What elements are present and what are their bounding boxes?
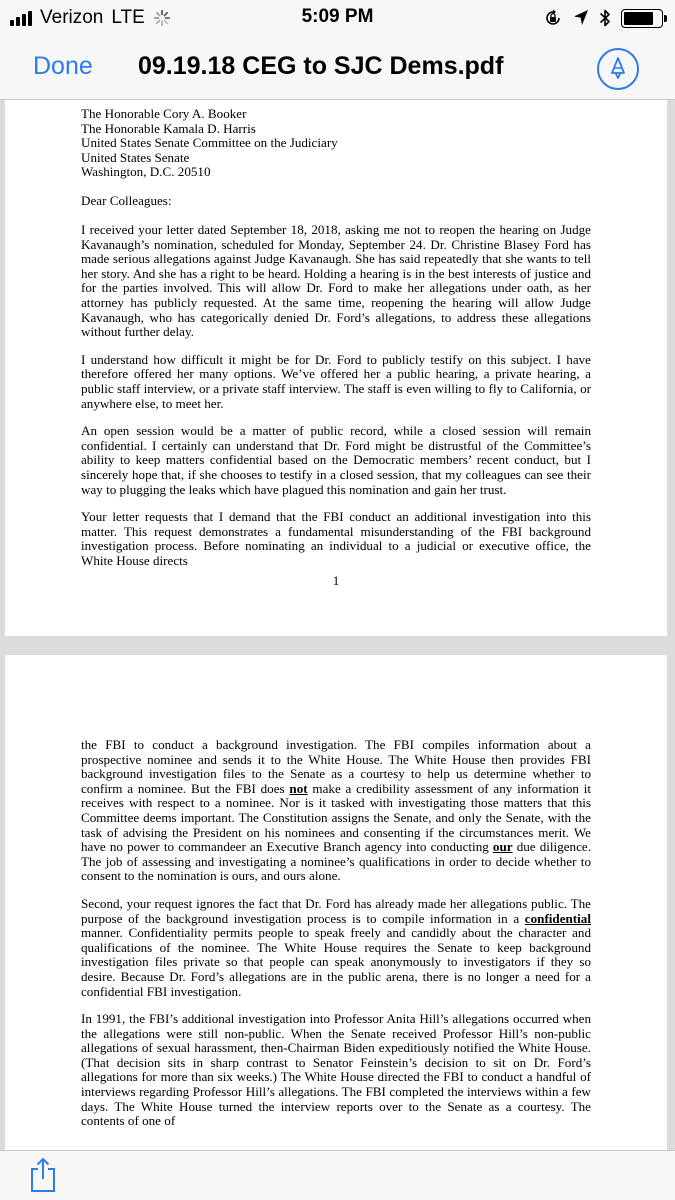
pdf-page-2 <box>5 655 667 1150</box>
pdf-viewer[interactable] <box>0 100 675 1150</box>
salutation: Dear Colleagues: <box>81 193 172 208</box>
battery-icon <box>621 9 663 28</box>
done-button[interactable]: Done <box>33 52 93 80</box>
markup-button[interactable] <box>597 48 639 90</box>
markup-pen-icon <box>606 56 630 82</box>
address-line: United States Senate Committee on the Judiciary <box>81 135 338 151</box>
paragraph: the FBI to conduct a background investigation. The FBI compiles information about a prospective nominee and sends it to the White House. The White House then provides FBI background investigation files to the Senate as a courtesy to help us determine whether to confirm a nominee. But the FBI does not make a credibility assessment of any information it receives with respect to a nominee. Nor is it tasked with investigating those matters that this Committee deems important. The Constitution assigns the Senate, and only the Senate, with the task of advising the President on his nominees and consenting if the circumstances merit. We have no power to commandeer an Executive Branch agency into conducting our due diligence. The job of assessing and investigating a nominee’s qualifications in order to decide whether to consent to the nomination is ours, and ours alone. <box>81 737 591 884</box>
emphasis-not: not <box>289 780 308 796</box>
paragraph: I received your letter dated September 18, 2018, asking me not to reopen the hearing on Judge Kavanaugh’s nomination, scheduled for Monday, September 24. Dr. Christine Blasey Ford has made serious allegations against Judge Kavanaugh. She has said repeatedly that she wants to tell her story. And she has a right to be heard. Holding a hearing is in the best interests of justice and for the parties involved. This will allow Dr. Ford to make her allegations under oath, as her attorney has publicly requested. At the same time, reopening the hearing will allow Judge Kavanaugh, who has categorically denied Dr. Ford’s allegations, to address these allegations without further delay. <box>81 222 591 340</box>
page-number: 1 <box>332 573 340 588</box>
address-line: The Honorable Cory A. Booker <box>81 106 247 121</box>
paragraph: I understand how difficult it might be for Dr. Ford to publicly testify on this subject. I have therefore offered her many options. We’ve offered her a public hearing, a private hearing, a public staff interview, or a private staff interview. The staff is even willing to fly to California, or anywhere else, to meet her. <box>81 351 591 411</box>
orientation-lock-icon <box>543 8 563 28</box>
letter-body <box>81 223 591 581</box>
share-icon[interactable] <box>29 1156 57 1194</box>
clock: 5:09 PM <box>301 6 374 27</box>
emphasis-our: our <box>492 839 513 855</box>
carrier-name: Verizon <box>40 7 104 28</box>
pdf-page-1 <box>5 100 667 636</box>
emphasis-confidential: confidential <box>524 910 591 926</box>
status-bar <box>0 0 675 36</box>
paragraph: Second, your request ignores the fact that Dr. Ford has already made her allegations public. The purpose of the background investigation process is to compile information in a confidential manner. Confidentiality permits people to speak freely and candidly about the character and qualifications of the nominee. The White House requires the Senate to keep background investigation files private so that people can speak anonymously to investigators if they so desire. Because Dr. Ford’s allegations are in the public arena, there is no longer a need for a confidential FBI investigation. <box>81 895 591 999</box>
recipient-address <box>81 107 591 180</box>
bottom-toolbar <box>0 1150 675 1200</box>
document-title: 09.19.18 CEG to SJC Dems.pdf <box>138 52 504 80</box>
letter-body <box>81 738 591 1142</box>
address-line: United States Senate <box>81 149 190 165</box>
paragraph: An open session would be a matter of public record, while a closed session will remain confidential. I certainly can understand that Dr. Ford might be distrustful of the Committee’s ability to keep matters confidential based on the Democratic members’ recent conduct, but I sincerely hope that, if she chooses to testify in a closed session, that my colleagues can see their way to plugging the leaks which have plagued this nomination and gain her trust. <box>81 423 591 497</box>
location-icon <box>573 9 589 27</box>
network-type: LTE <box>111 7 145 28</box>
bluetooth-icon <box>599 8 611 28</box>
address-line: Washington, D.C. 20510 <box>81 164 211 180</box>
paragraph: In 1991, the FBI’s additional investigation into Professor Anita Hill’s allegations occurred when the allegations were still non-public. When the Senate received Professor Hill’s non-public allegations of sexual harassment, then-Chairman Biden expeditiously notified the White House. (That decision sits in sharp contrast to Senator Feinstein’s decision to sit on Dr. Ford’s allegations for more than six weeks.) The White House directed the FBI to conduct a handful of interviews regarding Professor Hill’s allegations. The FBI completed the interviews within a few days. The White House turned the interview reports over to the Senate as a courtesy. The contents of one of <box>81 1011 591 1129</box>
address-line: The Honorable Kamala D. Harris <box>81 120 256 136</box>
paragraph: Your letter requests that I demand that the FBI conduct an additional investigation into this matter. This request demonstrates a fundamental misunderstanding of the FBI background investigation process. Before nominating an individual to a judicial or executive office, the White House directs <box>81 509 591 568</box>
navigation-bar <box>0 36 675 100</box>
